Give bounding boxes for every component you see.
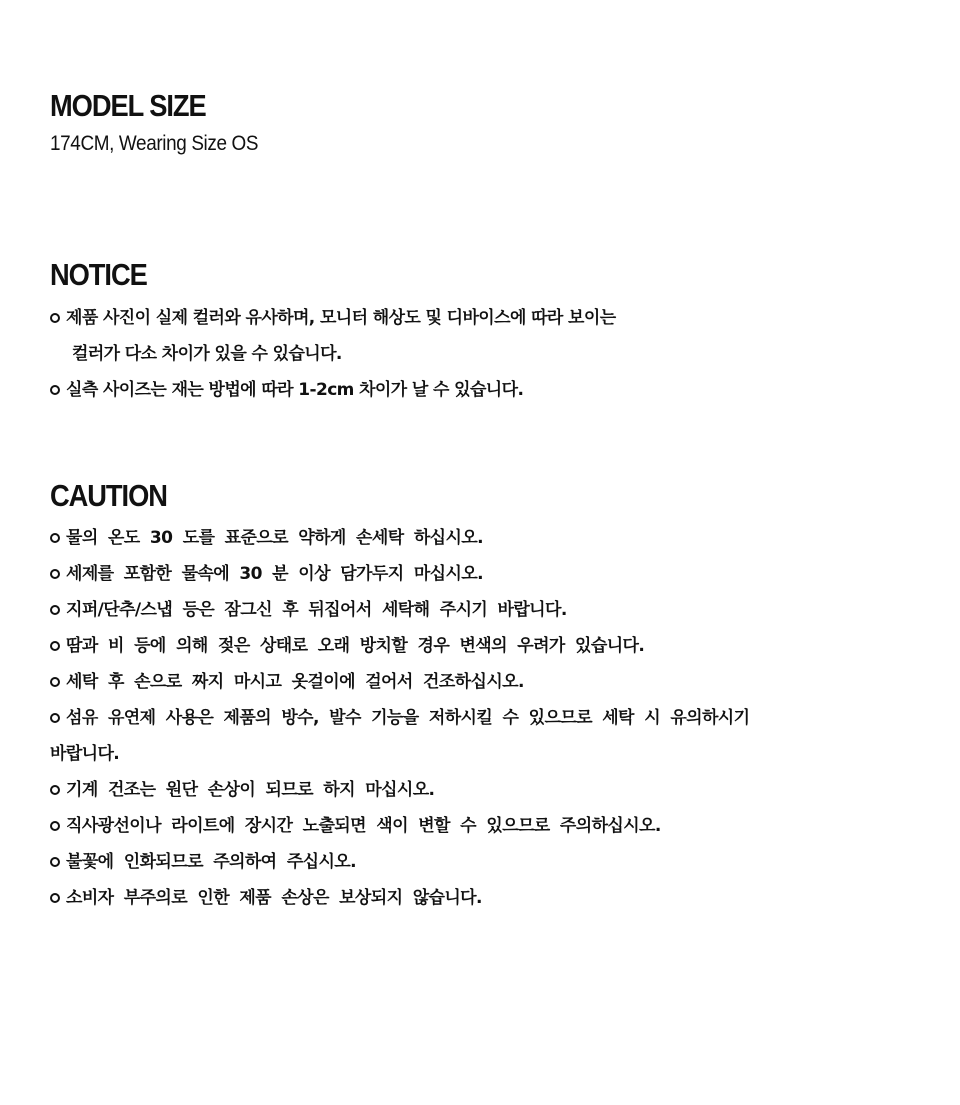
caution-item — [50, 808, 749, 844]
caution-list — [50, 520, 749, 916]
caution-item-line: 불꽃에 인화되므로 주의하여 주십시오. — [66, 852, 356, 872]
caution-item — [50, 664, 749, 700]
circle-bullet-icon — [50, 785, 60, 795]
circle-bullet-icon — [50, 605, 60, 615]
caution-item-line: 물의 온도 30 도를 표준으로 약하게 손세탁 하십시오. — [66, 528, 483, 548]
notice-item-line: 실측 사이즈는 재는 방법에 따라 1-2cm 차이가 날 수 있습니다. — [66, 380, 524, 400]
caution-item-line: 섬유 유연제 사용은 제품의 방수, 발수 기능을 저하시킬 수 있으므로 세탁 시 유의하시기 — [66, 708, 750, 728]
caution-item — [50, 700, 749, 772]
circle-bullet-icon — [50, 677, 60, 687]
caution-item-line: 기계 건조는 원단 손상이 되므로 하지 마십시오. — [66, 780, 435, 800]
circle-bullet-icon — [50, 893, 60, 903]
notice-list — [50, 300, 616, 408]
caution-item — [50, 520, 749, 556]
circle-bullet-icon — [50, 533, 60, 543]
caution-item-continuation: 바랍니다. — [50, 744, 120, 764]
model-size-title: MODEL SIZE — [50, 88, 206, 123]
circle-bullet-icon — [50, 385, 60, 395]
notice-title: NOTICE — [50, 257, 147, 292]
circle-bullet-icon — [50, 641, 60, 651]
caution-item-line: 땀과 비 등에 의해 젖은 상태로 오래 방치할 경우 변색의 우려가 있습니다. — [66, 636, 645, 656]
caution-item — [50, 556, 749, 592]
circle-bullet-icon — [50, 857, 60, 867]
caution-item-line: 세제를 포함한 물속에 30 분 이상 담가두지 마십시오. — [66, 564, 483, 584]
caution-item — [50, 628, 749, 664]
notice-item-continuation: 컬러가 다소 차이가 있을 수 있습니다. — [72, 344, 342, 364]
notice-item — [50, 372, 616, 408]
caution-item-line: 세탁 후 손으로 짜지 마시고 옷걸이에 걸어서 건조하십시오. — [66, 672, 524, 692]
caution-item-line: 지퍼/단추/스냅 등은 잠그신 후 뒤집어서 세탁해 주시기 바랍니다. — [66, 600, 567, 620]
notice-item-line: 제품 사진이 실제 컬러와 유사하며, 모니터 해상도 및 디바이스에 따라 보이는 — [66, 308, 616, 328]
caution-item — [50, 844, 749, 880]
circle-bullet-icon — [50, 569, 60, 579]
caution-title: CAUTION — [50, 478, 167, 513]
caution-item — [50, 772, 749, 808]
model-size-text: 174CM, Wearing Size OS — [50, 132, 259, 155]
caution-item-line: 소비자 부주의로 인한 제품 손상은 보상되지 않습니다. — [66, 888, 482, 908]
circle-bullet-icon — [50, 821, 60, 831]
notice-item — [50, 300, 616, 372]
circle-bullet-icon — [50, 313, 60, 323]
caution-item — [50, 592, 749, 628]
caution-item-line: 직사광선이나 라이트에 장시간 노출되면 색이 변할 수 있으므로 주의하십시오. — [66, 816, 661, 836]
circle-bullet-icon — [50, 713, 60, 723]
caution-item — [50, 880, 749, 916]
